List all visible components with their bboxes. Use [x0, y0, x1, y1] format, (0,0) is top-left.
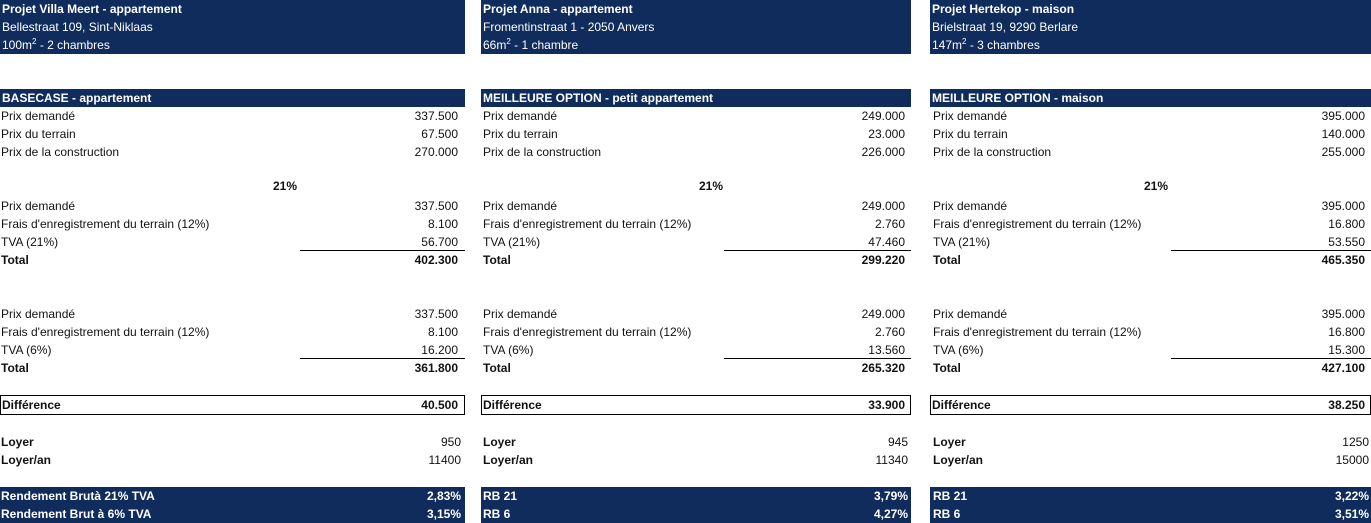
difference-row: Différence 40.500 [0, 395, 465, 415]
vat21-total-row: Total 402.300 [1, 253, 458, 267]
vat6-asking-row: Prix demandé 395.000 [933, 307, 1365, 321]
project-title: Projet Hertekop - maison [932, 2, 1075, 16]
vat21-total-row: Total 465.350 [933, 253, 1365, 267]
vat21-registration-row: Frais d'enregistrement du terrain (12%) 8.100 [1, 217, 458, 231]
project-header [481, 0, 911, 54]
vat6-total-row: Total 361.800 [1, 361, 458, 375]
construction-price-row: Prix de la construction 270.000 [1, 145, 458, 159]
rent-row: Loyer 1250 [933, 435, 1369, 449]
project-area: $100m^2 - 2$ chambres [2, 37, 110, 52]
vat21-registration-row: Frais d'enregistrement du terrain (12%) 2.760 [483, 217, 905, 231]
project-header [930, 0, 1371, 54]
yield-21-row: Rendement Brutà 21% TVA 2,83% [0, 487, 465, 505]
project-header [0, 0, 465, 54]
project-column-hertekop [930, 0, 1371, 522]
project-column-villa-meert [0, 0, 465, 522]
project-address: Bellestraat 109, Sint-Niklaas [2, 20, 153, 34]
yield-6-row: RB 6 3,51% [930, 505, 1371, 523]
land-price-row: Prix du terrain 67.500 [1, 127, 458, 141]
project-area: $147m^2 - 3$ chambres [932, 37, 1040, 52]
rent-row: Loyer 950 [1, 435, 461, 449]
vat21-asking-row: Prix demandé 395.000 [933, 199, 1365, 213]
vat-rate-label: 21% [1143, 179, 1169, 193]
yield-21-row: RB 21 3,79% [481, 487, 911, 505]
vat-rate-label: 21% [272, 179, 298, 193]
project-area: $66m^2 - 1$ chambre [483, 37, 579, 52]
vat6-total-row: Total 265.320 [483, 361, 905, 375]
vat21-registration-row: Frais d'enregistrement du terrain (12%) 16.800 [933, 217, 1365, 231]
project-title: Projet Anna - appartement [483, 2, 633, 16]
difference-row: Différence 38.250 [930, 395, 1371, 415]
vat21-tax-row: TVA (21%) 56.700 [1, 235, 458, 249]
vat6-registration-row: Frais d'enregistrement du terrain (12%) 2.760 [483, 325, 905, 339]
construction-price-row: Prix de la construction 255.000 [933, 145, 1365, 159]
vat6-asking-row: Prix demandé 249.000 [483, 307, 905, 321]
vat21-tax-row: TVA (21%) 47.460 [483, 235, 905, 249]
vat21-total-row: Total 299.220 [483, 253, 905, 267]
land-price-row: Prix du terrain 140.000 [933, 127, 1365, 141]
yield-6-row: Rendement Brut à 6% TVA 3,15% [0, 505, 465, 523]
option-title-bar: MEILLEURE OPTION - petit appartement [481, 89, 911, 107]
vat6-asking-row: Prix demandé 337.500 [1, 307, 458, 321]
asking-price-row: Prix demandé 337.500 [1, 109, 458, 123]
vat6-registration-row: Frais d'enregistrement du terrain (12%) 16.800 [933, 325, 1365, 339]
vat6-registration-row: Frais d'enregistrement du terrain (12%) 8.100 [1, 325, 458, 339]
rent-year-row: Loyer/an 15000 [933, 453, 1369, 467]
vat21-asking-row: Prix demandé 337.500 [1, 199, 458, 213]
project-column-anna [481, 0, 911, 522]
vat21-asking-row: Prix demandé 249.000 [483, 199, 905, 213]
construction-price-row: Prix de la construction 226.000 [483, 145, 905, 159]
vat6-total-row: Total 427.100 [933, 361, 1365, 375]
vat-rate-label: 21% [698, 179, 724, 193]
project-address: Fromentinstraat 1 - 2050 Anvers [483, 20, 655, 34]
yield-21-row: RB 21 3,22% [930, 487, 1371, 505]
land-price-row: Prix du terrain 23.000 [483, 127, 905, 141]
rent-row: Loyer 945 [483, 435, 908, 449]
asking-price-row: Prix demandé 249.000 [483, 109, 905, 123]
rent-year-row: Loyer/an 11400 [1, 453, 461, 467]
rent-year-row: Loyer/an 11340 [483, 453, 908, 467]
vat6-tax-row: TVA (6%) 13.560 [483, 343, 905, 357]
vat6-tax-row: TVA (6%) 16.200 [1, 343, 458, 357]
vat21-tax-row: TVA (21%) 53.550 [933, 235, 1365, 249]
yield-6-row: RB 6 4,27% [481, 505, 911, 523]
vat6-tax-row: TVA (6%) 15.300 [933, 343, 1365, 357]
option-title-bar: MEILLEURE OPTION - maison [930, 89, 1371, 107]
project-title: Projet Villa Meert - appartement [2, 2, 182, 16]
difference-row: Différence 33.900 [481, 395, 911, 415]
project-address: Brielstraat 19, 9290 Berlare [932, 20, 1079, 34]
asking-price-row: Prix demandé 395.000 [933, 109, 1365, 123]
option-title-bar: BASECASE - appartement [0, 89, 465, 107]
